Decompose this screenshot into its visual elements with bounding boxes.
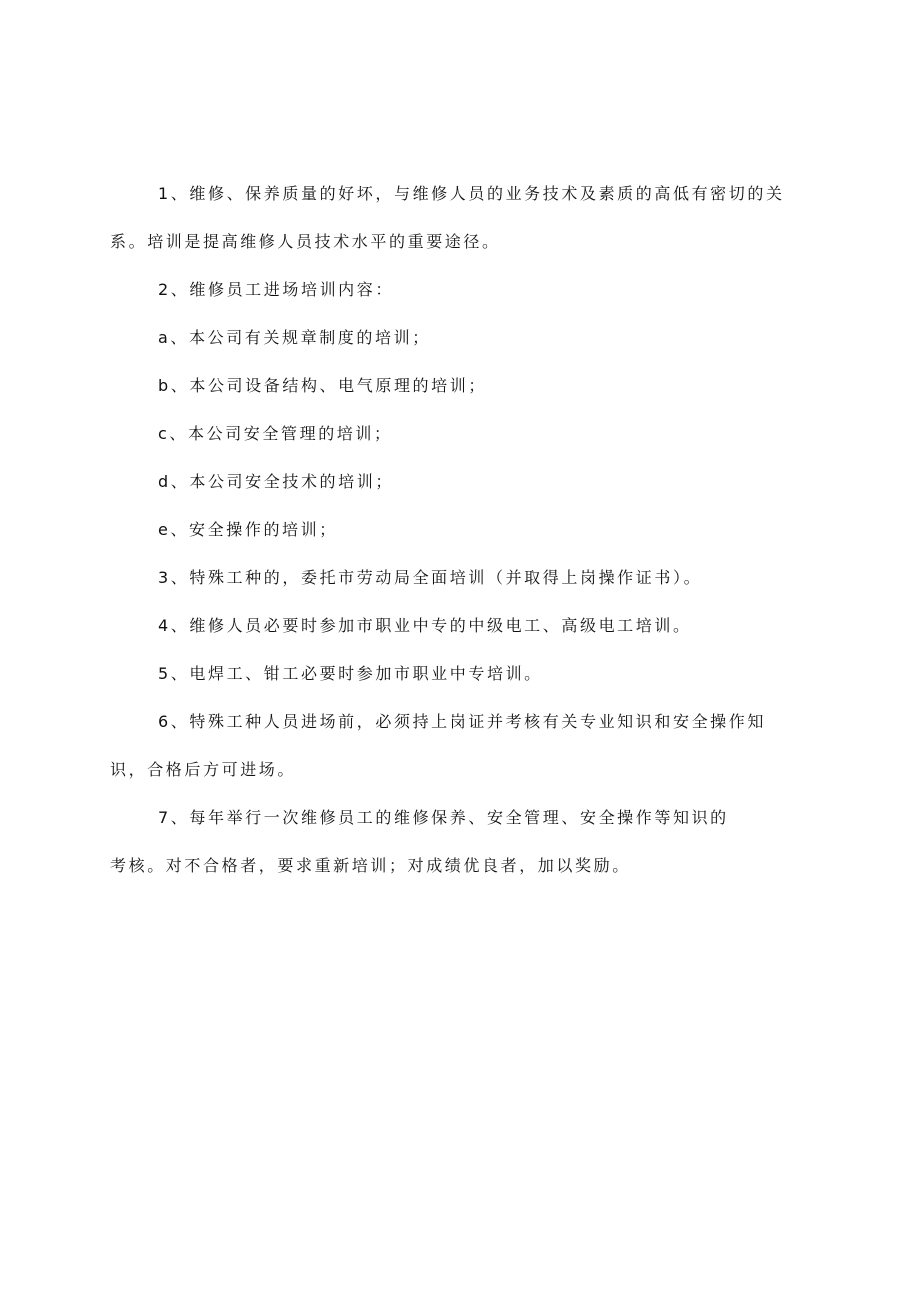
list-item-e: e、安全操作的培训； <box>158 520 338 539</box>
paragraph-7-continuation: 考核。对不合格者，要求重新培训；对成绩优良者，加以奖励。 <box>110 856 631 875</box>
list-item-b: b、本公司设备结构、电气原理的培训； <box>158 376 487 395</box>
paragraph-1: 1、维修、保养质量的好坏，与维修人员的业务技术及素质的高低有密切的关系。培训是提高维修人员技术水平的重要途径。 <box>110 184 785 251</box>
list-item-c: c、本公司安全管理的培训； <box>158 424 393 443</box>
paragraph-6: 6、特殊工种人员进场前，必须持上岗证并考核有关专业知识和安全操作知识，合格后方可进场。 <box>110 712 766 779</box>
list-item-d: d、本公司安全技术的培训； <box>158 472 394 491</box>
paragraph-7: 7、每年举行一次维修员工的维修保养、安全管理、安全操作等知识的 <box>158 808 729 827</box>
list-item-a: a、本公司有关规章制度的培训； <box>158 328 431 347</box>
document-body <box>110 170 800 890</box>
paragraph-5: 5、电焊工、钳工必要时参加市职业中专培训。 <box>158 664 543 683</box>
paragraph-3: 3、特殊工种的，委托市劳动局全面培训（并取得上岗操作证书）。 <box>158 568 703 587</box>
paragraph-4: 4、维修人员必要时参加市职业中专的中级电工、高级电工培训。 <box>158 616 692 635</box>
paragraph-2: 2、维修员工进场培训内容： <box>158 280 394 299</box>
